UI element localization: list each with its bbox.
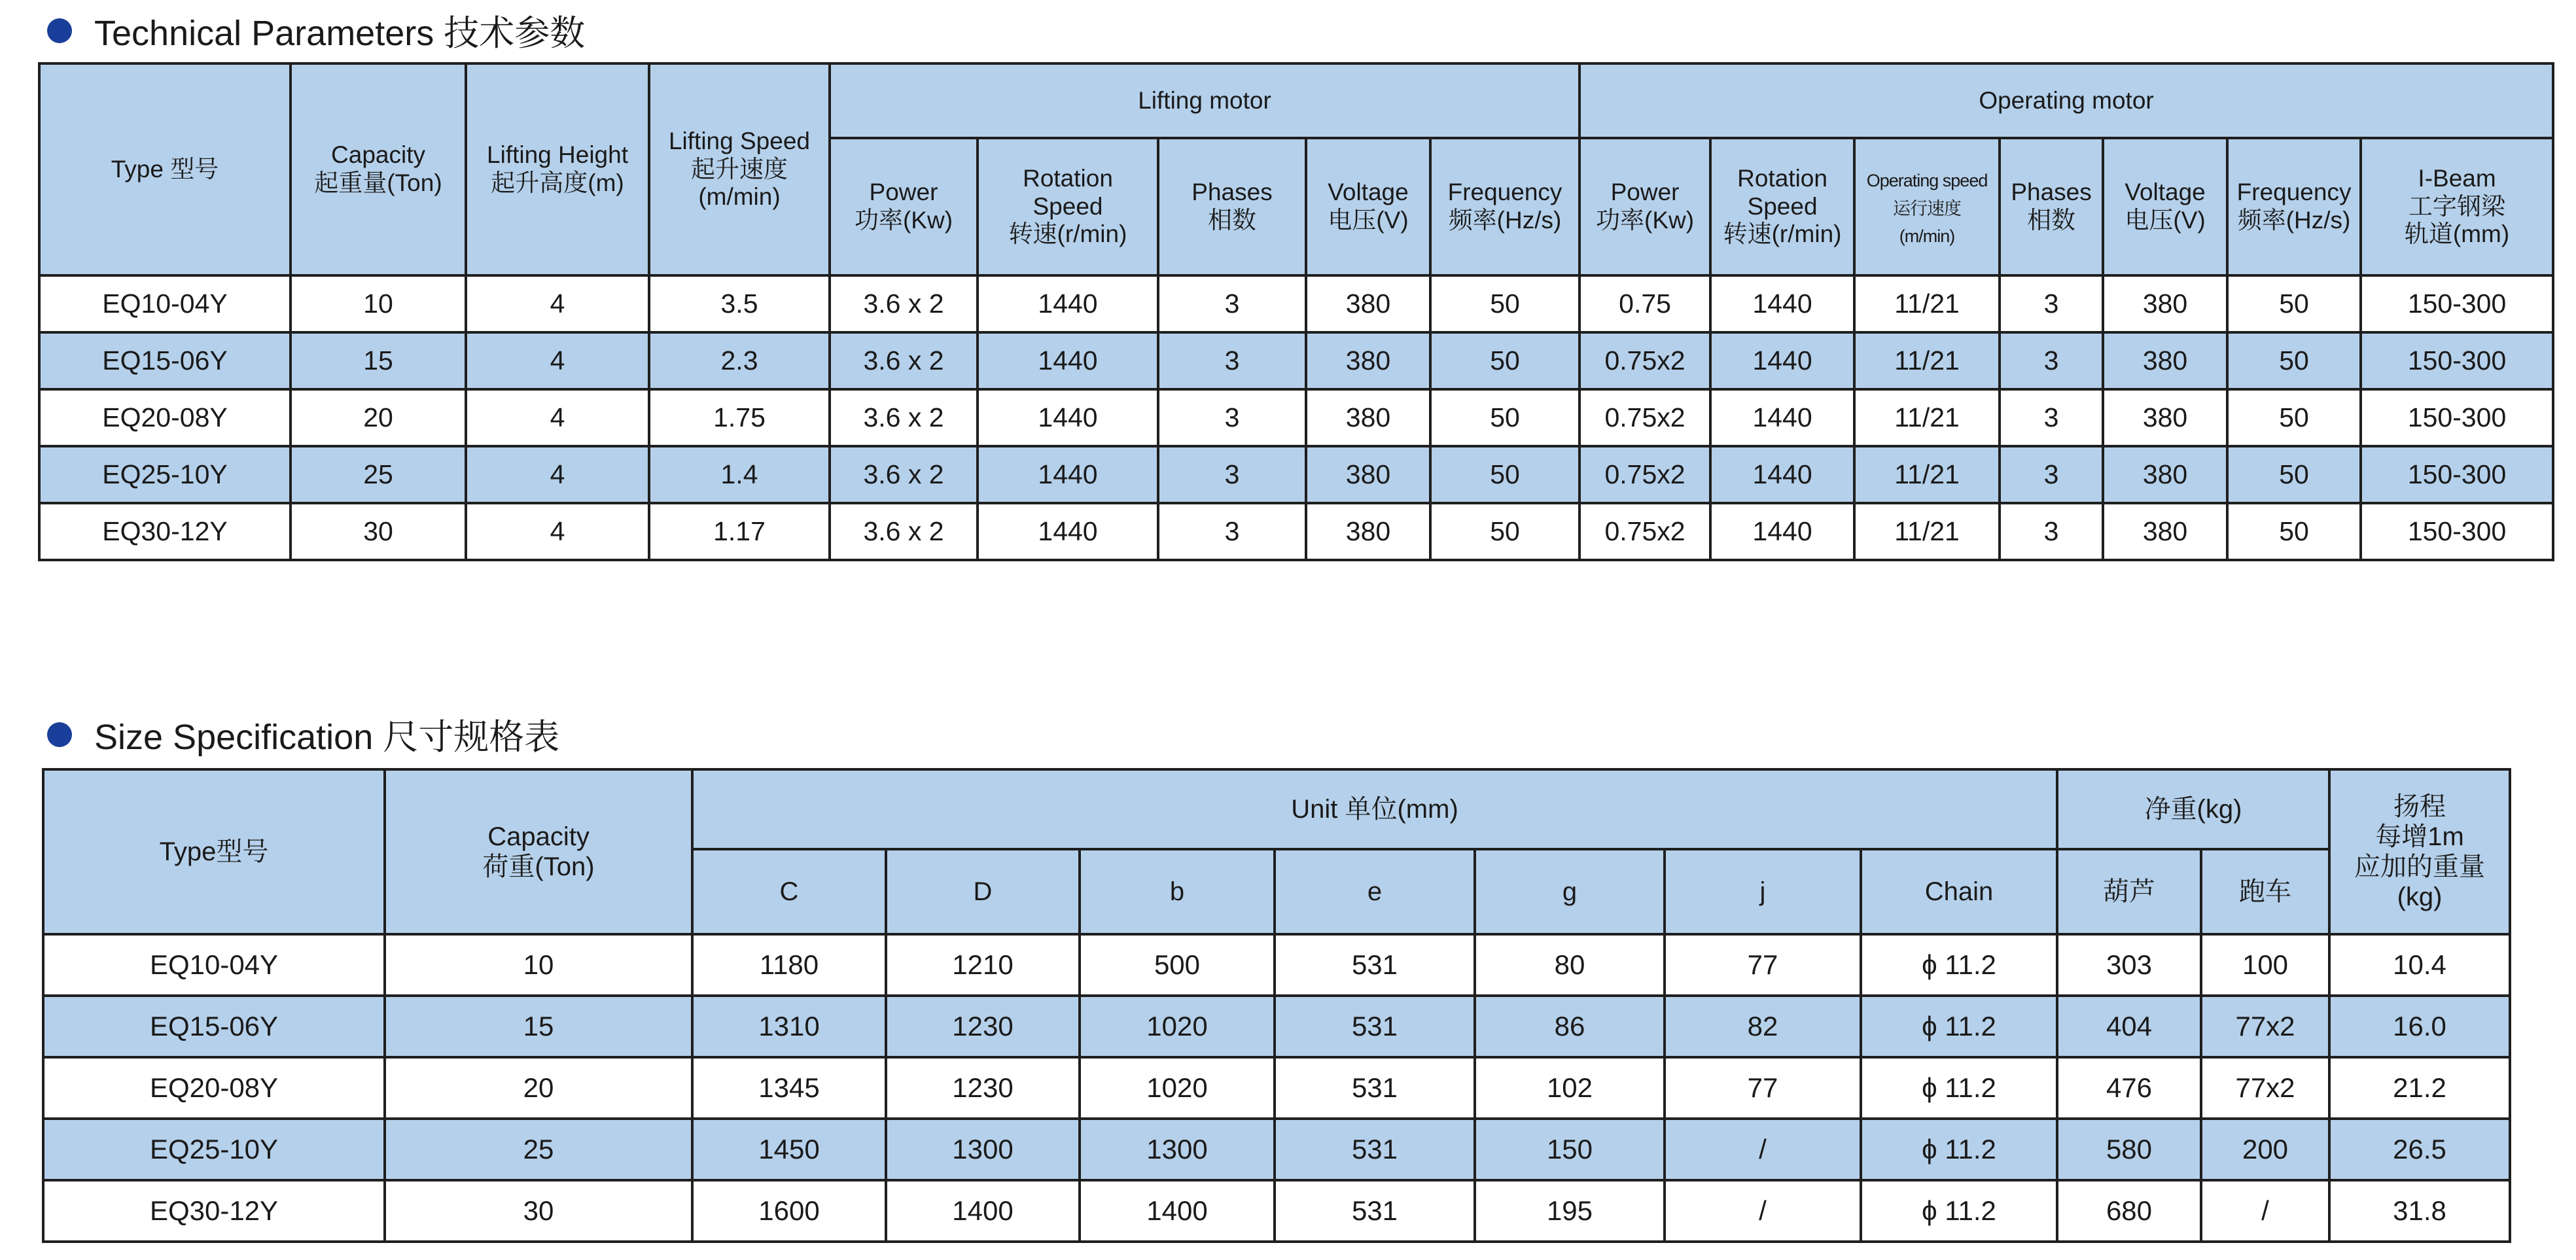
table-cell: 50 bbox=[2227, 275, 2361, 332]
table-cell: 150-300 bbox=[2361, 446, 2553, 503]
th-lm-phases: Phases 相数 bbox=[1158, 138, 1306, 275]
table-cell: 50 bbox=[1430, 446, 1579, 503]
table-cell: 50 bbox=[2227, 503, 2361, 560]
table-cell: 50 bbox=[2227, 389, 2361, 446]
table-cell: 3 bbox=[1158, 275, 1306, 332]
table-cell: ϕ 11.2 bbox=[1861, 1119, 2057, 1180]
table-cell: EQ15-06Y bbox=[39, 332, 291, 389]
table-cell: 1210 bbox=[886, 934, 1080, 996]
th-om-voltage: Voltage 电压(V) bbox=[2103, 138, 2227, 275]
th-om-speed: Operating speed 运行速度 (m/min) bbox=[1854, 138, 2000, 275]
table-cell: 2.3 bbox=[649, 332, 830, 389]
table-cell: 86 bbox=[1475, 996, 1665, 1057]
th-om-frequency: Frequency 频率(Hz/s) bbox=[2227, 138, 2361, 275]
th-lm-rotation: Rotation Speed 转速(r/min) bbox=[978, 138, 1158, 275]
table-cell: 1600 bbox=[692, 1180, 886, 1242]
size-specification-title bbox=[47, 709, 559, 760]
table-cell: 380 bbox=[1306, 389, 1430, 446]
th-d: D bbox=[886, 849, 1080, 934]
table-cell: EQ10-04Y bbox=[39, 275, 291, 332]
th-b: b bbox=[1080, 849, 1275, 934]
table-cell: 531 bbox=[1275, 996, 1475, 1057]
table-cell: 20 bbox=[385, 1057, 692, 1119]
table-cell: 1440 bbox=[1710, 446, 1854, 503]
table-cell: 21.2 bbox=[2329, 1057, 2510, 1119]
th-om-power: Power 功率(Kw) bbox=[1579, 138, 1710, 275]
table-cell: 3 bbox=[2000, 275, 2103, 332]
technical-parameters-title bbox=[47, 5, 585, 56]
table-cell: 150-300 bbox=[2361, 503, 2553, 560]
table-cell: 3.6 x 2 bbox=[830, 332, 978, 389]
table-cell: 25 bbox=[385, 1119, 692, 1180]
table-cell: 1.4 bbox=[649, 446, 830, 503]
table-cell: 380 bbox=[2103, 389, 2227, 446]
bullet-icon bbox=[47, 722, 72, 747]
th-trolley: 跑车 bbox=[2201, 849, 2329, 934]
table-cell: 1020 bbox=[1080, 1057, 1275, 1119]
table-cell: 3.6 x 2 bbox=[830, 446, 978, 503]
table-cell: 30 bbox=[385, 1180, 692, 1242]
table-cell: 150-300 bbox=[2361, 275, 2553, 332]
table-cell: ϕ 11.2 bbox=[1861, 1057, 2057, 1119]
technical-parameters-table bbox=[38, 62, 2554, 561]
table-cell: 1440 bbox=[978, 503, 1158, 560]
table-cell: 1440 bbox=[1710, 275, 1854, 332]
table-cell: 1.75 bbox=[649, 389, 830, 446]
table-cell: 25 bbox=[291, 446, 466, 503]
table-cell: 150 bbox=[1475, 1119, 1665, 1180]
th-operating-motor: Operating motor bbox=[1579, 63, 2553, 138]
table-cell: 77x2 bbox=[2201, 996, 2329, 1057]
table-cell: 4 bbox=[466, 446, 649, 503]
table-cell: 77 bbox=[1665, 1057, 1861, 1119]
table-row bbox=[43, 1180, 2510, 1242]
table-cell: EQ10-04Y bbox=[43, 934, 385, 996]
table-cell: / bbox=[1665, 1119, 1861, 1180]
technical-parameters-title-text: Technical Parameters 技术参数 bbox=[94, 14, 586, 53]
th-lifting-speed: Lifting Speed 起升速度 (m/min) bbox=[649, 63, 830, 275]
table-row bbox=[39, 275, 2553, 332]
table-cell: 4 bbox=[466, 389, 649, 446]
table-cell: 3.5 bbox=[649, 275, 830, 332]
table-cell: 380 bbox=[1306, 275, 1430, 332]
table-cell: 1440 bbox=[1710, 332, 1854, 389]
table-cell: 3 bbox=[2000, 446, 2103, 503]
table-row bbox=[43, 1057, 2510, 1119]
table-cell: 50 bbox=[2227, 332, 2361, 389]
table-cell: 580 bbox=[2057, 1119, 2201, 1180]
table-cell: 31.8 bbox=[2329, 1180, 2510, 1242]
table-cell: 1440 bbox=[1710, 503, 1854, 560]
table-cell: 303 bbox=[2057, 934, 2201, 996]
th-i-beam: I-Beam 工字钢梁 轨道(mm) bbox=[2361, 138, 2553, 275]
table-cell: 1440 bbox=[978, 389, 1158, 446]
table-cell: / bbox=[2201, 1180, 2329, 1242]
table-cell: 1300 bbox=[1080, 1119, 1275, 1180]
table-cell: 680 bbox=[2057, 1180, 2201, 1242]
table-cell: 380 bbox=[2103, 446, 2227, 503]
table-cell: 1450 bbox=[692, 1119, 886, 1180]
table-cell: EQ20-08Y bbox=[39, 389, 291, 446]
th-type: Type 型号 bbox=[39, 63, 291, 275]
table-cell: ϕ 11.2 bbox=[1861, 996, 2057, 1057]
table-cell: 1440 bbox=[978, 275, 1158, 332]
table-cell: 1230 bbox=[886, 996, 1080, 1057]
table-row bbox=[39, 446, 2553, 503]
table-cell: 1440 bbox=[1710, 389, 1854, 446]
th-lift-increase: 扬程 每增1m 应加的重量 (kg) bbox=[2329, 769, 2510, 934]
table-cell: 11/21 bbox=[1854, 503, 2000, 560]
table-cell: EQ25-10Y bbox=[39, 446, 291, 503]
table-cell: 3 bbox=[1158, 332, 1306, 389]
table-cell: ϕ 11.2 bbox=[1861, 934, 2057, 996]
th-lm-frequency: Frequency 频率(Hz/s) bbox=[1430, 138, 1579, 275]
table-row bbox=[43, 934, 2510, 996]
table-cell: 3 bbox=[2000, 503, 2103, 560]
th-lm-power: Power 功率(Kw) bbox=[830, 138, 978, 275]
table-cell: 1300 bbox=[886, 1119, 1080, 1180]
th-om-phases: Phases 相数 bbox=[2000, 138, 2103, 275]
table-row bbox=[39, 503, 2553, 560]
table-cell: 30 bbox=[291, 503, 466, 560]
table-row bbox=[39, 332, 2553, 389]
table-cell: 0.75x2 bbox=[1579, 503, 1710, 560]
table-cell: 200 bbox=[2201, 1119, 2329, 1180]
th-hoist: 葫芦 bbox=[2057, 849, 2201, 934]
table-cell: 50 bbox=[1430, 503, 1579, 560]
table-row bbox=[39, 389, 2553, 446]
table-cell: 80 bbox=[1475, 934, 1665, 996]
table-cell: 500 bbox=[1080, 934, 1275, 996]
table-row bbox=[43, 1119, 2510, 1180]
table-cell: 3.6 x 2 bbox=[830, 389, 978, 446]
table-cell: 100 bbox=[2201, 934, 2329, 996]
table-cell: 10.4 bbox=[2329, 934, 2510, 996]
table-cell: 0.75x2 bbox=[1579, 389, 1710, 446]
table-cell: 15 bbox=[385, 996, 692, 1057]
table-cell: 531 bbox=[1275, 1119, 1475, 1180]
table-cell: 380 bbox=[2103, 503, 2227, 560]
table-cell: 3 bbox=[2000, 389, 2103, 446]
table-cell: EQ20-08Y bbox=[43, 1057, 385, 1119]
table-cell: 50 bbox=[1430, 332, 1579, 389]
th-capacity: Capacity 起重量(Ton) bbox=[291, 63, 466, 275]
table-cell: 380 bbox=[1306, 332, 1430, 389]
table-cell: 1400 bbox=[886, 1180, 1080, 1242]
table-cell: 3.6 x 2 bbox=[830, 503, 978, 560]
table-cell: 531 bbox=[1275, 1057, 1475, 1119]
th-j: j bbox=[1665, 849, 1861, 934]
table-cell: 1020 bbox=[1080, 996, 1275, 1057]
table-cell: 150-300 bbox=[2361, 332, 2553, 389]
table-cell: / bbox=[1665, 1180, 1861, 1242]
table-cell: 4 bbox=[466, 332, 649, 389]
table-cell: 1440 bbox=[978, 446, 1158, 503]
table-cell: 404 bbox=[2057, 996, 2201, 1057]
table-cell: 77x2 bbox=[2201, 1057, 2329, 1119]
table-cell: 380 bbox=[1306, 446, 1430, 503]
table-row bbox=[43, 996, 2510, 1057]
table-cell: 380 bbox=[2103, 275, 2227, 332]
table-cell: 1345 bbox=[692, 1057, 886, 1119]
table-cell: EQ30-12Y bbox=[39, 503, 291, 560]
th-unit: Unit 单位(mm) bbox=[692, 769, 2057, 849]
table-cell: 11/21 bbox=[1854, 332, 2000, 389]
table-cell: 531 bbox=[1275, 934, 1475, 996]
table-cell: 11/21 bbox=[1854, 446, 2000, 503]
th-g: g bbox=[1475, 849, 1665, 934]
size-specification-table bbox=[42, 768, 2511, 1243]
table-cell: 1.17 bbox=[649, 503, 830, 560]
th-size-capacity: Capacity 荷重(Ton) bbox=[385, 769, 692, 934]
th-lifting-motor: Lifting motor bbox=[830, 63, 1579, 138]
table-cell: 0.75 bbox=[1579, 275, 1710, 332]
table-cell: 50 bbox=[2227, 446, 2361, 503]
table-cell: 10 bbox=[385, 934, 692, 996]
th-chain: Chain bbox=[1861, 849, 2057, 934]
table-cell: 50 bbox=[1430, 389, 1579, 446]
th-om-rotation: Rotation Speed 转速(r/min) bbox=[1710, 138, 1854, 275]
table-cell: 15 bbox=[291, 332, 466, 389]
table-cell: 380 bbox=[2103, 332, 2227, 389]
table-cell: 1310 bbox=[692, 996, 886, 1057]
table-cell: 0.75x2 bbox=[1579, 446, 1710, 503]
table-cell: 1400 bbox=[1080, 1180, 1275, 1242]
table-cell: 11/21 bbox=[1854, 275, 2000, 332]
table-cell: 476 bbox=[2057, 1057, 2201, 1119]
table-cell: 1230 bbox=[886, 1057, 1080, 1119]
table-cell: 3.6 x 2 bbox=[830, 275, 978, 332]
th-c: C bbox=[692, 849, 886, 934]
table-cell: 380 bbox=[1306, 503, 1430, 560]
table-cell: 20 bbox=[291, 389, 466, 446]
table-cell: 82 bbox=[1665, 996, 1861, 1057]
table-cell: 3 bbox=[1158, 389, 1306, 446]
th-net-weight: 净重(kg) bbox=[2057, 769, 2329, 849]
th-size-type: Type型号 bbox=[43, 769, 385, 934]
table-cell: 1180 bbox=[692, 934, 886, 996]
th-lifting-height: Lifting Height 起升高度(m) bbox=[466, 63, 649, 275]
table-cell: 50 bbox=[1430, 275, 1579, 332]
table-cell: 0.75x2 bbox=[1579, 332, 1710, 389]
table-cell: 77 bbox=[1665, 934, 1861, 996]
table-cell: 10 bbox=[291, 275, 466, 332]
size-specification-title-text: Size Specification 尺寸规格表 bbox=[94, 718, 560, 757]
table-cell: 11/21 bbox=[1854, 389, 2000, 446]
table-cell: 26.5 bbox=[2329, 1119, 2510, 1180]
table-cell: 531 bbox=[1275, 1180, 1475, 1242]
table-cell: 3 bbox=[1158, 446, 1306, 503]
table-cell: ϕ 11.2 bbox=[1861, 1180, 2057, 1242]
table-cell: 102 bbox=[1475, 1057, 1665, 1119]
table-cell: 4 bbox=[466, 275, 649, 332]
table-cell: 3 bbox=[1158, 503, 1306, 560]
table-cell: EQ25-10Y bbox=[43, 1119, 385, 1180]
table-cell: 195 bbox=[1475, 1180, 1665, 1242]
table-cell: 150-300 bbox=[2361, 389, 2553, 446]
table-cell: 3 bbox=[2000, 332, 2103, 389]
th-e: e bbox=[1275, 849, 1475, 934]
table-cell: 1440 bbox=[978, 332, 1158, 389]
table-cell: 16.0 bbox=[2329, 996, 2510, 1057]
table-cell: EQ15-06Y bbox=[43, 996, 385, 1057]
bullet-icon bbox=[47, 18, 72, 43]
table-cell: 4 bbox=[466, 503, 649, 560]
th-lm-voltage: Voltage 电压(V) bbox=[1306, 138, 1430, 275]
table-cell: EQ30-12Y bbox=[43, 1180, 385, 1242]
